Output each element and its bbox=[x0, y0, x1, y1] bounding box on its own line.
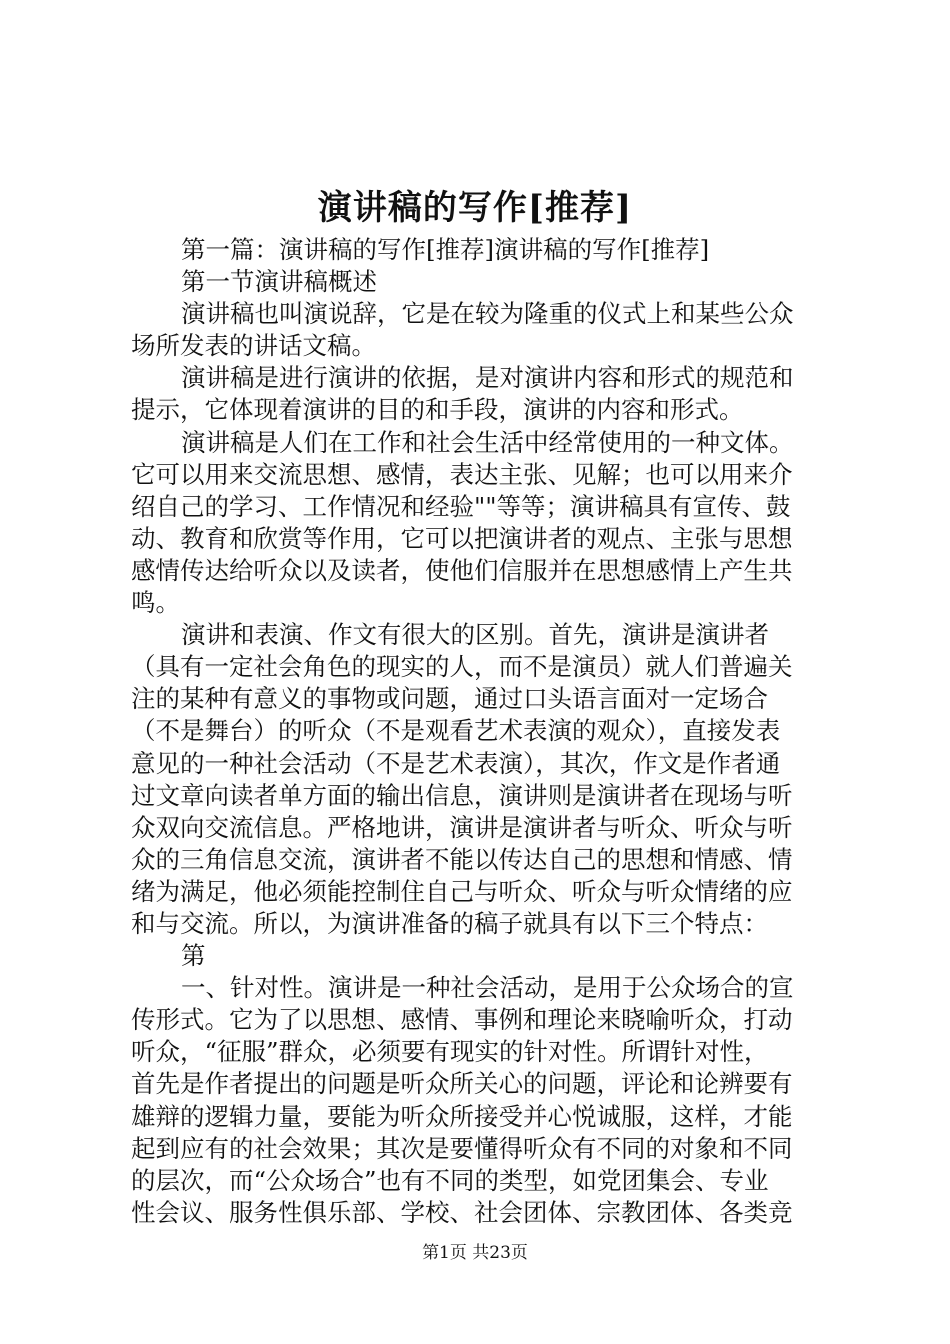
body-line: 过文章向读者单方面的输出信息，演讲则是演讲者在现场与听 bbox=[131, 780, 793, 810]
body-line: 演讲和表演、作文有很大的区别。首先，演讲是演讲者 bbox=[181, 620, 769, 650]
body-line: 一、针对性。演讲是一种社会活动，是用于公众场合的宣 bbox=[181, 973, 794, 1003]
document-title: 演讲稿的写作[推荐] bbox=[317, 188, 633, 228]
body-line: 演讲稿是进行演讲的依据，是对演讲内容和形式的规范和 bbox=[181, 363, 794, 393]
body-line: 动、教育和欣赏等作用，它可以把演讲者的观点、主张与思想 bbox=[131, 523, 793, 553]
body-line: 绪为满足，他必须能控制住自己与听众、听众与听众情绪的应 bbox=[131, 876, 793, 906]
body-line: 绍自己的学习、工作情况和经验""等等；演讲稿具有宣传、鼓 bbox=[131, 491, 791, 521]
body-line: 第 bbox=[181, 941, 206, 971]
body-line: 第一节演讲稿概述 bbox=[181, 267, 377, 297]
body-line: 和与交流。所以，为演讲准备的稿子就具有以下三个特点： bbox=[131, 908, 768, 938]
body-line: （不是舞台）的听众（不是观看艺术表演的观众），直接发表 bbox=[131, 716, 781, 746]
body-line: 它可以用来交流思想、感情，表达主张、见解；也可以用来介 bbox=[131, 459, 793, 489]
body-line: 意见的一种社会活动（不是艺术表演），其次，作文是作者通 bbox=[131, 748, 781, 778]
body-line: 鸣。 bbox=[131, 588, 180, 618]
body-line: 众双向交流信息。严格地讲，演讲是演讲者与听众、听众与听 bbox=[131, 812, 793, 842]
body-line: 演讲稿是人们在工作和社会生活中经常使用的一种文体。 bbox=[181, 427, 794, 457]
page-number-footer: 第1页 共23页 bbox=[422, 1243, 528, 1263]
body-line: 众的三角信息交流，演讲者不能以传达自己的思想和情感、情 bbox=[131, 844, 793, 874]
body-line: 首先是作者提出的问题是听众所关心的问题，评论和论辨要有 bbox=[131, 1069, 793, 1099]
body-line: （具有一定社会角色的现实的人，而不是演员）就人们普遍关 bbox=[131, 652, 793, 682]
body-line: 听众，“征服”群众，必须要有现实的针对性。所谓针对性， bbox=[131, 1037, 769, 1067]
body-line: 的层次，而“公众场合”也有不同的类型，如党团集会、专业 bbox=[131, 1165, 769, 1195]
body-line: 注的某种有意义的事物或问题，通过口头语言面对一定场合 bbox=[131, 684, 768, 714]
body-line: 传形式。它为了以思想、感情、事例和理论来晓喻听众，打动 bbox=[131, 1005, 793, 1035]
body-line: 起到应有的社会效果；其次是要懂得听众有不同的对象和不同 bbox=[131, 1133, 793, 1163]
body-line: 提示，它体现着演讲的目的和手段，演讲的内容和形式。 bbox=[131, 395, 744, 425]
body-line: 场所发表的讲话文稿。 bbox=[131, 331, 376, 361]
body-line: 第一篇：演讲稿的写作[推荐]演讲稿的写作[推荐] bbox=[181, 235, 710, 264]
body-line: 雄辩的逻辑力量，要能为听众所接受并心悦诚服，这样，才能 bbox=[131, 1101, 793, 1131]
document-body bbox=[131, 234, 831, 1229]
body-line: 感情传达给听众以及读者，使他们信服并在思想感情上产生共 bbox=[131, 555, 793, 585]
body-line: 性会议、服务性俱乐部、学校、社会团体、宗教团体、各类竞 bbox=[131, 1197, 793, 1227]
body-line: 演讲稿也叫演说辞，它是在较为隆重的仪式上和某些公众 bbox=[181, 299, 794, 329]
